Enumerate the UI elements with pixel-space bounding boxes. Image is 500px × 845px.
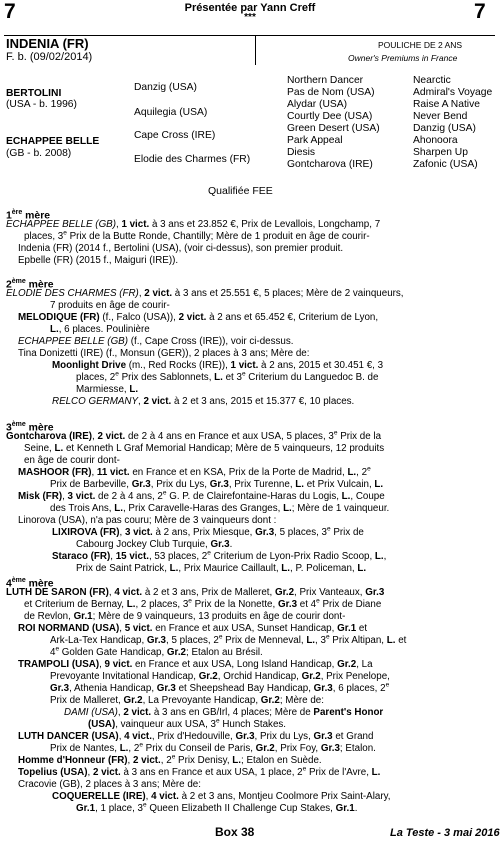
section-heading-3: 3ème mère bbox=[6, 421, 54, 434]
sire-name: BERTOLINI bbox=[6, 88, 62, 99]
paragraph: ECHAPPEE BELLE (GB), 1 vict. à 3 ans et 23.852 €, Prix de Levallois, Longchamp, 7 bbox=[6, 219, 381, 230]
paragraph: Gr.3, Athenia Handicap, Gr.3 et Sheepshead Bay Handicap, Gr.3, 6 places, 2e bbox=[50, 681, 390, 694]
paragraph: Tina Donizetti (IRE) (f., Monsun (GER)), 2 places à 3 ans; Mère de: bbox=[18, 348, 310, 359]
pedigree-gen3: Gontcharova (IRE) bbox=[287, 159, 373, 170]
paragraph: LIXIROVA (FR), 3 vict. à 2 ans, Prix Miesque, Gr.3, 5 places, 3e Prix de bbox=[52, 525, 364, 538]
paragraph: ELODIE DES CHARMES (FR), 2 vict. à 3 ans et 25.551 €, 5 places; Mère de 2 vainqueurs, bbox=[6, 288, 404, 299]
paragraph: Gontcharova (IRE), 2 vict. de 2 à 4 ans en France et aux USA, 5 places, 3e Prix de la bbox=[6, 429, 382, 442]
horse-info: F. b. (09/02/2014) bbox=[6, 51, 93, 63]
pedigree-gen3: Alydar (USA) bbox=[287, 99, 348, 110]
paragraph: Marmiesse, L. bbox=[76, 384, 139, 395]
paragraph: et Criterium de Bernay, L., 2 places, 3e Prix de la Nonette, Gr.3 et 4e Prix de Diane bbox=[24, 597, 382, 610]
paragraph: TRAMPOLI (USA), 9 vict. en France et aux USA, Long Island Handicap, Gr.2, La bbox=[18, 659, 373, 670]
paragraph: Topelius (USA), 2 vict. à 3 ans en France et aux USA, 1 place, 2e Prix de l'Avre, L. bbox=[18, 765, 381, 778]
pedigree-gen4: Admiral's Voyage bbox=[413, 87, 493, 98]
section-heading-2: 2ème mère bbox=[6, 278, 54, 291]
paragraph: Prix de Barbeville, Gr.3, Prix du Lys, Gr.3, Prix Turenne, L. et Prix Vulcain, L. bbox=[50, 479, 384, 490]
pedigree-gen4: Nearctic bbox=[413, 75, 451, 86]
pedigree-gen4: Zafonic (USA) bbox=[413, 159, 478, 170]
paragraph: (USA), vainqueur aux USA, 3e Hunch Stakes. bbox=[88, 717, 287, 730]
paragraph: Gr.1, 1 place, 3e Queen Elizabeth II Challenge Cup Stakes, Gr.1. bbox=[76, 801, 358, 814]
paragraph: Indenia (FR) (2014 f., Bertolini (USA), (voir ci-dessus), son premier produit. bbox=[18, 243, 344, 254]
pedigree-gen3: Park Appeal bbox=[287, 135, 343, 146]
qualification: Qualifiée FEE bbox=[208, 185, 273, 197]
paragraph: Prix de Malleret, Gr.2, La Prevoyante Handicap, Gr.2; Mère de: bbox=[50, 695, 324, 706]
section-heading-1: 1ère mère bbox=[6, 209, 51, 222]
paragraph: Cracovie (GB), 2 places à 3 ans; Mère de: bbox=[18, 779, 201, 790]
paragraph: Homme d'Honneur (FR), 2 vict., 2e Prix Denisy, L.; Etalon en Suède. bbox=[18, 753, 322, 766]
paragraph: Moonlight Drive (m., Red Rocks (IRE)), 1 vict. à 2 ans, 2015 et 30.451 €, 3 bbox=[52, 360, 384, 371]
lot-number: 7 bbox=[4, 0, 16, 23]
pedigree-gen3: Northern Dancer bbox=[287, 75, 364, 86]
paragraph: L., 6 places. Poulinière bbox=[50, 324, 150, 335]
pedigree-gen4: Never Bend bbox=[413, 111, 468, 122]
paragraph: 7 produits en âge de courir- bbox=[50, 300, 170, 311]
paragraph: Staraco (FR), 15 vict., 53 places, 2e Criterium de Lyon-Prix Radio Scoop, L., bbox=[52, 549, 387, 562]
pedigree-gen2: Aquilegia (USA) bbox=[134, 107, 208, 118]
paragraph: MELODIQUE (FR) (f., Falco (USA)), 2 vict. à 2 ans et 65.452 €, Criterium de Lyon, bbox=[18, 312, 379, 323]
premium-note: Owner's Premiums in France bbox=[348, 53, 458, 63]
dam-name: ECHAPPEE BELLE bbox=[6, 136, 100, 147]
paragraph: Cabourg Jockey Club Turquie, Gr.3. bbox=[76, 539, 233, 550]
paragraph: LUTH DANCER (USA), 4 vict., Prix d'Hedouville, Gr.3, Prix du Lys, Gr.3 et Grand bbox=[18, 731, 374, 742]
paragraph: MASHOOR (FR), 11 vict. en France et en KSA, Prix de la Porte de Madrid, L., 2e bbox=[18, 465, 371, 478]
presenter: Présentée par Yann Creff bbox=[184, 2, 316, 14]
pedigree-gen4: Ahonoora bbox=[413, 135, 458, 146]
paragraph: DAMI (USA), 2 vict. à 3 ans en GB/Irl, 4 places; Mère de Parent's Honor bbox=[64, 707, 384, 718]
paragraph: ROI NORMAND (USA), 5 vict. en France et aux USA, Sunset Handicap, Gr.1 et bbox=[18, 623, 368, 634]
paragraph: Prix de Nantes, L., 2e Prix du Conseil de Paris, Gr.2, Prix Foy, Gr.3; Etalon. bbox=[50, 741, 376, 754]
paragraph: COQUERELLE (IRE), 4 vict. à 2 et 3 ans, Montjeu Coolmore Prix Saint-Alary, bbox=[52, 791, 391, 802]
horse-name: INDENIA (FR) bbox=[6, 36, 89, 51]
pedigree-gen3: Courtly Dee (USA) bbox=[287, 111, 373, 122]
pedigree-gen2: Cape Cross (IRE) bbox=[134, 130, 216, 141]
paragraph: en âge de courir dont- bbox=[24, 455, 120, 466]
paragraph: Prevoyante Invitational Handicap, Gr.2, Orchid Handicap, Gr.2, Prix Penelope, bbox=[50, 671, 390, 682]
paragraph: RELCO GERMANY, 2 vict. à 2 et 3 ans, 2015 et 15.377 €, 10 places. bbox=[52, 396, 355, 407]
sire-info: (USA - b. 1996) bbox=[6, 99, 77, 110]
paragraph: places, 3e Prix de la Butte Ronde, Chantilly; Mère de 1 produit en âge de courir- bbox=[24, 229, 370, 242]
pedigree-gen3: Green Desert (USA) bbox=[287, 123, 380, 134]
paragraph: LUTH DE SARON (FR), 4 vict. à 2 et 3 ans, Prix de Malleret, Gr.2, Prix Vanteaux, Gr.3 bbox=[6, 587, 385, 598]
paragraph: ECHAPPEE BELLE (GB) (f., Cape Cross (IRE)), voir ci-dessus. bbox=[18, 336, 294, 347]
footer-event: La Teste - 3 mai 2016 bbox=[390, 827, 500, 839]
paragraph: Linorova (USA), n'a pas couru; Mère de 3 vainqueurs dont : bbox=[18, 515, 277, 526]
paragraph: Ark-La-Tex Handicap, Gr.3, 5 places, 2e Prix de Menneval, L., 3e Prix Altipan, L. et bbox=[50, 633, 407, 646]
paragraph: 4e Golden Gate Handicap, Gr.2; Etalon au Brésil. bbox=[50, 645, 263, 658]
header-divider bbox=[255, 36, 256, 65]
paragraph: Prix de Saint Patrick, L., Prix Maurice Caillault, L., P. Policeman, L. bbox=[76, 563, 367, 574]
pedigree-gen2: Elodie des Charmes (FR) bbox=[134, 154, 251, 165]
paragraph: Seine, L. et Kenneth L Graf Memorial Handicap; Mère de 5 vainqueurs, 12 produits bbox=[24, 443, 385, 454]
stars: *** bbox=[244, 12, 256, 23]
sale-category: POULICHE DE 2 ANS bbox=[378, 40, 463, 50]
section-heading-4: 4ème mère bbox=[6, 577, 54, 590]
pedigree-gen3: Pas de Nom (USA) bbox=[287, 87, 375, 98]
paragraph: places, 2e Prix des Sablonnets, L. et 3e Criterium du Languedoc B. de bbox=[76, 370, 379, 383]
paragraph: des Trois Ans, L., Prix Caravelle-Haras des Granges, L.; Mère de 1 vainqueur. bbox=[50, 503, 390, 514]
pedigree-gen4: Sharpen Up bbox=[413, 147, 468, 158]
pedigree-gen4: Danzig (USA) bbox=[413, 123, 476, 134]
paragraph: de Revlon, Gr.1; Mère de 9 vainqueurs, 13 produits en âge de courir dont- bbox=[24, 611, 346, 622]
lot-number-right: 7 bbox=[474, 0, 486, 23]
paragraph: Misk (FR), 3 vict. de 2 à 4 ans, 2e G. P. de Clairefontaine-Haras du Logis, L., Coupe bbox=[18, 489, 385, 502]
pedigree-gen2: Danzig (USA) bbox=[134, 82, 197, 93]
pedigree-gen3: Diesis bbox=[287, 147, 316, 158]
footer-box: Box 38 bbox=[215, 825, 255, 839]
pedigree-gen4: Raise A Native bbox=[413, 99, 480, 110]
dam-info: (GB - b. 2008) bbox=[6, 148, 72, 159]
paragraph: Epbelle (FR) (2015 f., Maiguri (IRE)). bbox=[18, 255, 179, 266]
